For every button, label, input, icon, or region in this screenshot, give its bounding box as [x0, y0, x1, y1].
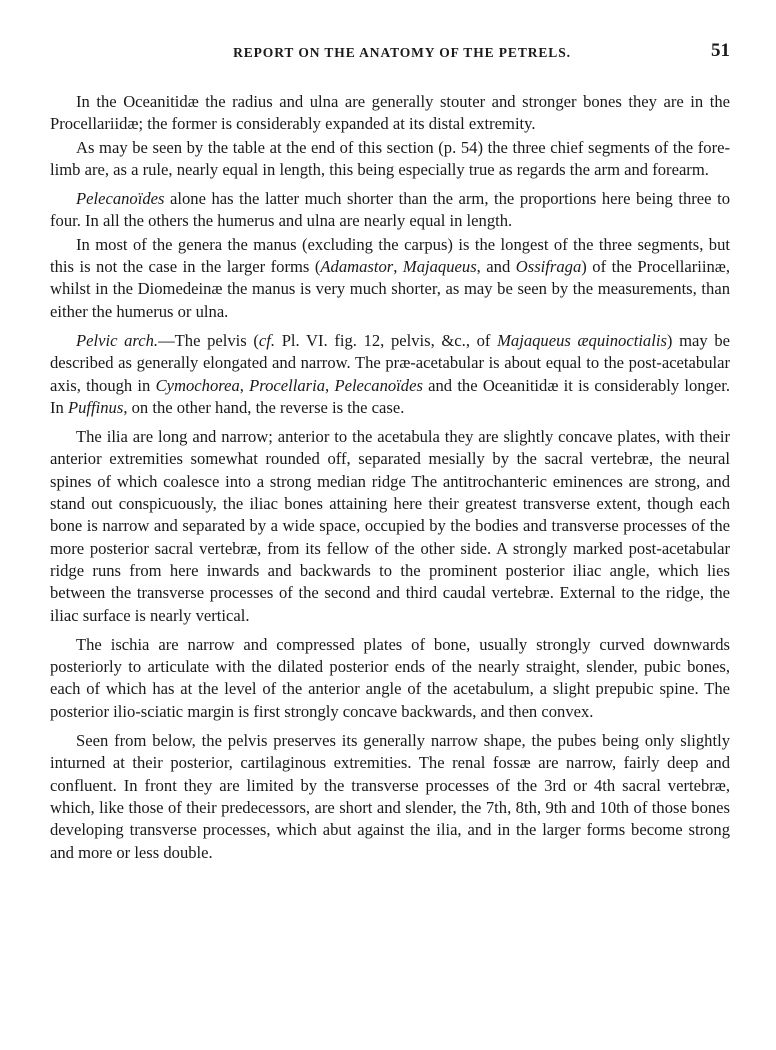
paragraph-text: In most of the genera the manus (excluding the carpus) is the longest of the three segments, but this is not the case in the larger forms ( — [50, 234, 730, 277]
paragraph-text: alone has the latter much shorter than the arm, the proportions here being three to four. In all the others the humerus and ulna are nearly equal in length. — [50, 189, 730, 231]
section-heading: Pelvic arch. — [76, 330, 159, 350]
paragraph-text: Seen from below, the pelvis preserves its generally narrow shape, the pubes being only slightly inturned at their posterior, cartilaginous extremities. The renal fossæ are narrow, fairly deep and confluent. In front they are limited by the transverse processes of the 3rd or 4th sacral vertebræ, which, like those of their predecessors, are short and slender, the 7th, 8th, 9th and 10th of those bones developing transverse processes, which abut against the ilia, and in the larger forms become strong and more or less double. — [50, 731, 730, 862]
paragraph-pelvic-arch — [50, 330, 730, 419]
paragraph-text: —The pelvis ( — [158, 330, 259, 350]
genus-name: Adamastor — [320, 257, 394, 277]
genus-name: Ossifraga — [515, 257, 582, 277]
genus-name: Majaqueus — [402, 257, 477, 277]
genus-name: Pelecanoïdes — [76, 189, 165, 209]
page-body — [50, 91, 730, 864]
paragraph-text: In the Oceanitidæ the radius and ulna are generally stouter and stronger bones they are in the Procellariidæ; the former is considerably expanded at its distal extremity. — [50, 92, 730, 134]
genus-name: Pelecanoïdes — [334, 375, 423, 395]
genus-name: Procellaria — [249, 375, 326, 395]
page-number: 51 — [711, 40, 730, 61]
paragraph-oceanitidae-radius — [50, 91, 730, 136]
paragraph-text: The ischia are narrow and compressed plates of bone, usually strongly curved downwards posteriorly to articulate with the dilated posterior ends of the nearly straight, slender, pubic bones, each of which has at the level of the anterior angle of the acetabulum, a slight prepubic spine. The posterior ilio-sciatic margin is first strongly concave backwards, and then convex. — [50, 634, 730, 721]
paragraph-text: and the Oceanitidæ it is considerably longer. In — [50, 375, 731, 417]
cf-abbreviation: cf. — [258, 330, 276, 350]
genus-name: Puffinus — [67, 397, 124, 417]
paragraph-text: ) of the Procellariinæ, whilst in the Diomedeinæ the manus is very much shorter, as may be seen by the measurements, than either the humerus or ulna. — [50, 257, 731, 321]
paragraph-text: , — [239, 375, 250, 395]
paragraph-text: Pl. VI. fig. 12, pelvis, &c., of — [275, 330, 498, 350]
paragraph-text: As may be seen by the table at the end of this section (p. 54) the three chief segments of the fore-limb are, as a rule, nearly equal in length, this being especially true as regards the arm and forearm. — [50, 137, 730, 179]
book-page — [50, 38, 730, 871]
genus-name: Cymochorea — [155, 375, 240, 395]
paragraph-text: The ilia are long and narrow; anterior to the acetabula they are slightly concave plates, with their anterior extremities somewhat rounded off, separated mesially by the sacral vertebræ, the neural spines of which coalesce into a strong median ridge The antitrochanteric eminences are strong, and stand out conspicuously, the iliac bones attaining here their greatest transverse extent, though each bone is narrow and separated by a wide space, occupied by the bodies and transverse processes of the more posterior sacral vertebræ, from its fellow of the other side. A strongly marked post-acetabular ridge runs from here inwards and backwards to the prominent posterior iliac angle, which lies between the transverse processes of the second and third caudal vertebræ. External to the ridge, the iliac surface is nearly vertical. — [50, 427, 730, 625]
paragraph-text: ) may be described as generally elongated and narrow. The præ-acetabular is about equal to the post-acetabular axis, though in — [50, 330, 730, 395]
page-header — [50, 38, 730, 66]
paragraph-manus — [50, 234, 730, 323]
paragraph-pelecanoides — [50, 188, 730, 233]
paragraph-text: , and — [476, 257, 516, 277]
paragraph-ilia — [50, 426, 730, 627]
paragraph-ischia — [50, 634, 730, 723]
paragraph-fore-limb-segments — [50, 137, 730, 182]
paragraph-text: , — [393, 257, 403, 277]
paragraph-text: , — [325, 375, 335, 395]
paragraph-text: , on the other hand, the reverse is the case. — [123, 397, 405, 417]
paragraph-pelvis-below — [50, 730, 730, 864]
species-name: Majaqueus æquinoctialis — [497, 330, 667, 350]
running-title: REPORT ON THE ANATOMY OF THE PETRELS. — [233, 45, 571, 60]
